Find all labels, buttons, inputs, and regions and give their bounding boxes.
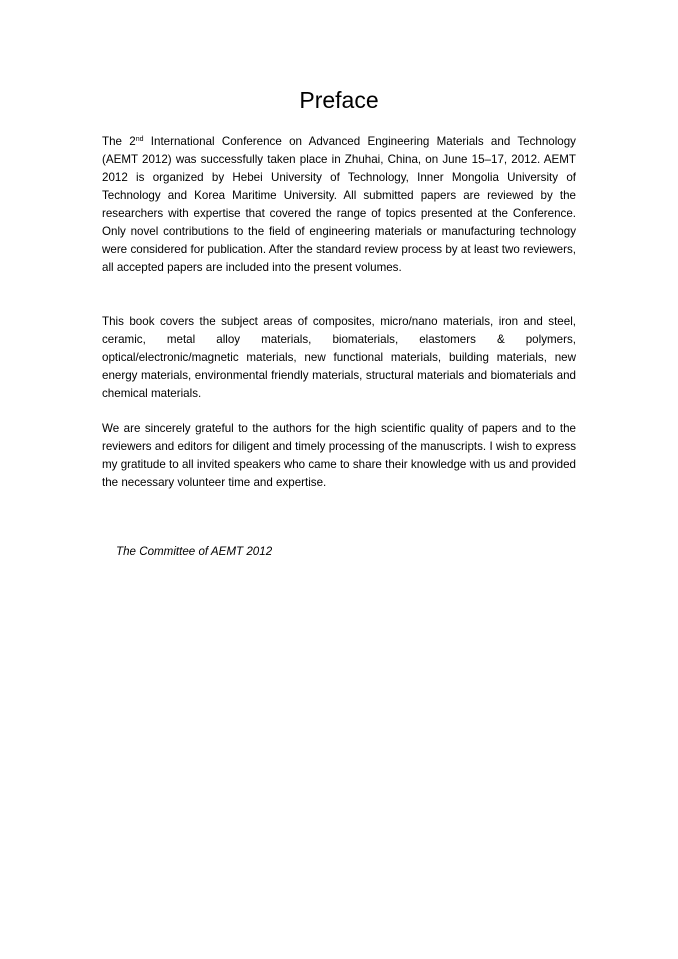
paragraph-intro (102, 133, 576, 277)
ordinal-superscript: nd (135, 136, 144, 143)
paragraph-subject-areas: This book covers the subject areas of composites, micro/nano materials, iron and steel, ceramic, metal alloy materials, biomaterials, elastomers & polymers, optical/electronic/magnetic materials, new functional materials, building materials, new energy materials, environmental friendly materials, structural materials and biomaterials and chemical materials. (102, 315, 576, 400)
page-title: Preface (299, 87, 379, 113)
paragraph-acknowledgements: We are sincerely grateful to the authors for the high scientific quality of papers and to the reviewers and editors for diligent and timely processing of the manuscripts. I wish to express my gratitude to all invited speakers who came to share their knowledge with us and provided the necessary volunteer time and expertise. (102, 422, 576, 489)
signature: The Committee of AEMT 2012 (116, 545, 273, 558)
paragraph-intro-prefix: The 2 (102, 135, 136, 148)
paragraph-intro-text: International Conference on Advanced Engineering Materials and Technology (AEMT 2012) was successfully taken place in Zhuhai, China, on June 15–17, 2012. AEMT 2012 is organized by Hebei University of Technology, Inner Mongolia University of Technology and Korea Maritime University. All submitted papers are reviewed by the researchers with expertise that covered the range of topics presented at the Conference. Only novel contributions to the field of engineering materials or manufacturing technology were considered for publication. After the standard review process by at least two reviewers, all accepted papers are included into the present volumes. (102, 135, 576, 274)
